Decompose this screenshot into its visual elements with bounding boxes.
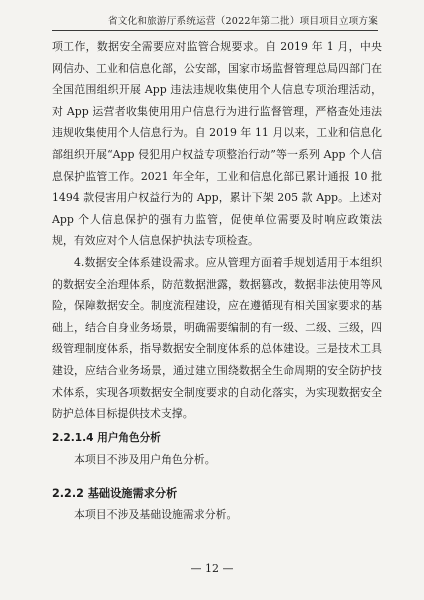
paragraph-infrastructure: 本项目不涉及基础设施需求分析。 (74, 508, 238, 522)
running-header: 省文化和旅游厅系统运营（2022年第二批）项目项目立项方案 (52, 13, 378, 31)
paragraph-user-roles: 本项目不涉及用户角色分析。 (74, 453, 216, 467)
paragraph-app-regulation: 项工作，数据安全需要应对监管合规要求。自 2019 年 1 月，中央网信办、工业和信息化部，公安部，国家市场监督管理总局四部门在全国范围组织开展 App 违法违规收集使用个人信息专项治理活动，对 App 运营者收集使用用户信息行为进行监督管理，严格查处违法违规收集使用个人信息行为。自 2019 年 11 月以来，工业和信息化部组织开展“App 侵犯用户权益专项整治行动”等一系列 App 个人信息保护监管工作。2021 年全年，工业和信息化部已累计通报 10 批 1494 款侵害用户权益行为的 App，累计下架 205 款 App。上述对 App 个人信息保护的强有力监管，促使单位需要及时响应政策法规，有效应对个人信息保护执法专项检查。 (52, 40, 382, 248)
paragraph-security-system: 4.数据安全体系建设需求。应从管理方面着手规划适用于本组织的数据安全治理体系，防范数据泄露，数据篡改，数据非法使用等风险，保障数据安全。制度流程建设，应在遵循现有相关国家要求的基础上，结合自身业务场景，明确需要编制的有一级、二级、三级，四级管理制度体系，指导数据安全制度体系的总体建设。三是技术工具建设，应结合业务场景，通过建立围绕数据全生命周期的安全防护技术体系，实现各项数据安全制度要求的自动化落实，为实现数据安全防护总体目标提供技术支撑。 (52, 255, 382, 421)
body-text (52, 36, 382, 526)
page-number: — 12 — (190, 562, 234, 575)
section-heading-2-2-2: 2.2.2 基础设施需求分析 (52, 486, 178, 500)
section-heading-2-2-1-4: 2.2.1.4 用户角色分析 (52, 431, 161, 444)
